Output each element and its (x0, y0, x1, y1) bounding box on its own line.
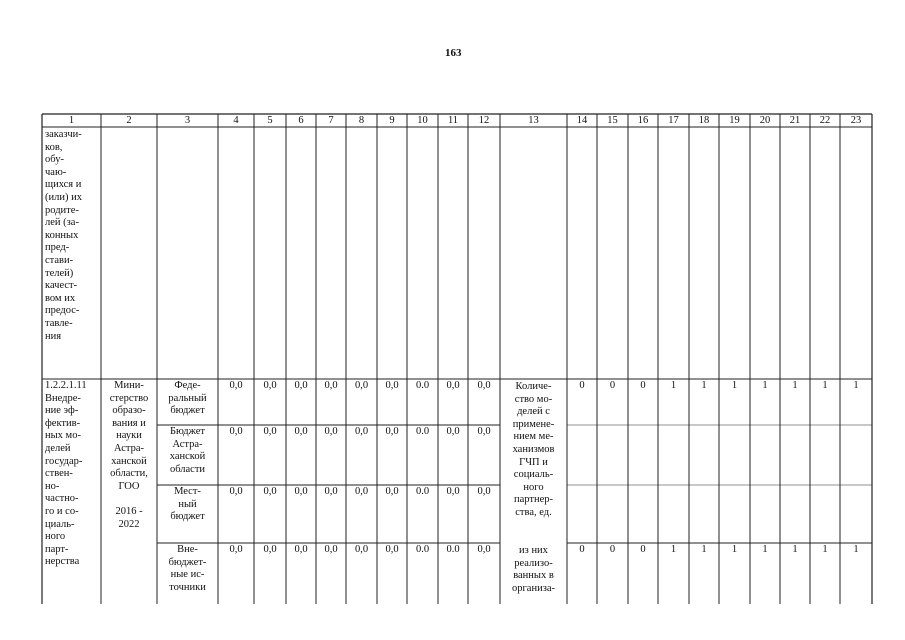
indicator-value: 1 (762, 544, 768, 555)
finance-value: 0,0 (354, 426, 369, 437)
finance-value: 0,0 (446, 380, 460, 391)
finance-value: 0,0 (229, 544, 243, 555)
header-cell: 18 (698, 115, 710, 126)
finance-value: 0,0 (229, 426, 243, 437)
header-cell: 3 (184, 115, 191, 126)
carry-over-text: родите- (45, 204, 79, 216)
finance-value: 0,0 (229, 486, 243, 497)
carry-over-text: чаю- (45, 166, 67, 178)
executor-text: стерство (109, 392, 149, 404)
header-cell: 22 (819, 115, 831, 126)
finance-value: 0,0 (385, 426, 399, 437)
funding-source: области (169, 463, 206, 475)
indicator-name: из них (519, 545, 548, 556)
carry-over-text: пред- (45, 242, 70, 254)
executor-text: 2022 (118, 518, 140, 530)
carry-over-text: качест- (45, 280, 78, 292)
executor-text: ГОО (118, 480, 140, 492)
header-cell: 12 (478, 115, 490, 126)
header-cell: 17 (668, 115, 679, 126)
header-cell: 4 (233, 115, 239, 126)
indicator-value: 0 (609, 544, 616, 555)
carry-over-text: лей (за- (45, 217, 79, 229)
activity-name: парт- (45, 543, 69, 555)
finance-value: 0,0 (263, 544, 277, 555)
header-cell: 23 (850, 115, 862, 126)
indicator-value: 1 (670, 544, 677, 555)
indicator-name: ханизмов (512, 444, 555, 455)
activity-name: 1.2.2.1.11 (45, 380, 87, 391)
activity-name: Внедре- (45, 392, 81, 404)
activity-name: фектив- (45, 417, 81, 429)
header-cell: 19 (729, 115, 740, 126)
indicator-value: 1 (731, 544, 738, 555)
finance-value: 0,0 (263, 486, 277, 497)
finance-value: 0,0 (354, 544, 369, 555)
indicator-value: 0 (579, 544, 585, 555)
header-cell: 6 (298, 115, 304, 126)
finance-value: 0.0 (415, 426, 430, 437)
carry-over-text: телей) (45, 267, 74, 279)
finance-value: 0,0 (294, 426, 308, 437)
finance-value: 0,0 (477, 486, 491, 497)
finance-value: 0,0 (294, 486, 308, 497)
executor-text: ханской (111, 455, 147, 467)
indicator-value: 1 (822, 544, 828, 555)
header-cell: 11 (447, 115, 459, 126)
indicator-value: 1 (762, 380, 768, 391)
header-cell: 5 (267, 115, 273, 126)
header-cell: 1 (68, 115, 75, 126)
carry-over-text: (или) их (45, 192, 82, 203)
indicator-value: 1 (853, 544, 859, 555)
carry-over-text: ния (45, 330, 62, 342)
executor-text: Астра- (113, 443, 145, 454)
activity-name: нерства (45, 556, 80, 568)
finance-value: 0,0 (385, 544, 399, 555)
page-number: 163 (445, 47, 462, 59)
finance-value: 0,0 (354, 380, 369, 391)
carry-over-text: заказчи- (45, 129, 82, 140)
header-cell: 2 (126, 115, 132, 126)
activity-name: ствен- (45, 468, 73, 480)
activity-name: частно- (45, 493, 79, 505)
finance-value: 0,0 (385, 380, 399, 391)
funding-source: бюджет (170, 511, 205, 523)
funding-source: Астра- (172, 438, 203, 450)
indicator-name: примене- (512, 418, 555, 430)
indicator-name: организа- (511, 582, 555, 594)
indicator-value: 1 (731, 380, 738, 391)
executor-text: вания и (112, 417, 146, 429)
indicator-value: 1 (853, 380, 859, 391)
finance-value: 0,0 (263, 380, 277, 391)
funding-source: бюджет- (168, 556, 207, 568)
finance-value: 0,0 (446, 486, 460, 497)
indicator-value: 0 (579, 380, 585, 391)
header-cell: 20 (759, 115, 771, 126)
finance-value: 0,0 (446, 426, 460, 437)
funding-source: ные ис- (170, 569, 205, 581)
header-cell: 15 (607, 115, 618, 126)
activity-name: ного (45, 531, 66, 543)
indicator-value: 0 (640, 380, 646, 391)
indicator-name: партнер- (513, 494, 553, 506)
finance-value: 0.0 (415, 486, 430, 497)
indicator-value: 0 (640, 544, 646, 555)
finance-value: 0,0 (477, 544, 491, 555)
finance-value: 0.0 (415, 544, 430, 555)
funding-source: точники (169, 581, 206, 593)
funding-source: ханской (169, 451, 206, 463)
funding-source: Бюджет (169, 426, 206, 437)
funding-source: Феде- (174, 380, 201, 391)
finance-value: 0,0 (477, 380, 491, 391)
indicator-value: 1 (792, 380, 798, 391)
indicator-value: 1 (670, 380, 677, 391)
carry-over-text: щихся и (45, 179, 82, 191)
header-cell: 14 (576, 115, 588, 126)
finance-value: 0,0 (477, 426, 491, 437)
indicator-name: делей с (517, 406, 550, 418)
header-cell: 10 (417, 115, 428, 126)
finance-value: 0,0 (229, 380, 243, 391)
finance-value: 0,0 (324, 486, 338, 497)
activity-name: делей (45, 443, 71, 454)
executor-text: образо- (112, 405, 146, 417)
header-cell: 13 (528, 115, 539, 126)
executor-text: 2016 - (115, 506, 143, 517)
indicator-value: 1 (792, 544, 798, 555)
activity-name: но- (45, 480, 60, 492)
finance-value: 0,0 (324, 380, 338, 391)
indicator-name: ства, ед. (515, 507, 552, 518)
indicator-value: 1 (822, 380, 828, 391)
funding-source: Мест- (174, 486, 201, 497)
activity-name: ных мо- (45, 430, 81, 442)
carry-over-text: тавле- (45, 318, 73, 329)
executor-text: Мини- (114, 380, 144, 391)
carry-over-text: обу- (45, 154, 64, 166)
indicator-value: 1 (701, 544, 707, 555)
indicator-name: ство мо- (514, 393, 553, 405)
finance-value: 0,0 (324, 544, 338, 555)
funding-source: Вне- (177, 544, 198, 555)
finance-value: 0,0 (385, 486, 399, 497)
funding-source: бюджет (170, 405, 205, 417)
header-cell: 16 (637, 115, 649, 126)
indicator-name: ГЧП и (519, 456, 548, 468)
indicator-name: нием ме- (513, 431, 554, 443)
header-cell: 21 (789, 115, 801, 126)
executor-text: науки (116, 430, 142, 442)
header-cell: 7 (328, 115, 334, 126)
carry-over-text: предос- (45, 305, 80, 317)
finance-value: 0,0 (354, 486, 369, 497)
indicator-name: социаль- (513, 469, 554, 481)
indicator-name: ного (523, 481, 544, 493)
carry-over-text: вом их (45, 292, 76, 304)
finance-value: 0,0 (294, 380, 308, 391)
header-cell: 8 (358, 115, 365, 126)
funding-source: ральный (168, 392, 207, 404)
activity-name: циаль- (45, 518, 75, 530)
header-cell: 9 (389, 115, 395, 126)
carry-over-text: ков, (45, 141, 63, 153)
funding-source: ный (178, 498, 197, 510)
finance-value: 0,0 (294, 544, 308, 555)
finance-value: 0.0 (446, 544, 460, 555)
indicator-name: реализо- (514, 557, 553, 569)
finance-value: 0,0 (324, 426, 338, 437)
indicator-name: ванных в (513, 570, 554, 582)
activity-name: государ- (45, 455, 83, 467)
activity-name: ние эф- (45, 405, 79, 417)
carry-over-text: стави- (45, 255, 74, 266)
indicator-value: 1 (701, 380, 707, 391)
carry-over-text: конных (45, 229, 79, 241)
indicator-name: Количе- (515, 381, 552, 392)
activity-name: го и со- (45, 506, 79, 517)
indicator-value: 0 (609, 380, 616, 391)
finance-value: 0,0 (263, 426, 277, 437)
finance-value: 0.0 (415, 380, 430, 391)
executor-text: области, (110, 468, 148, 480)
